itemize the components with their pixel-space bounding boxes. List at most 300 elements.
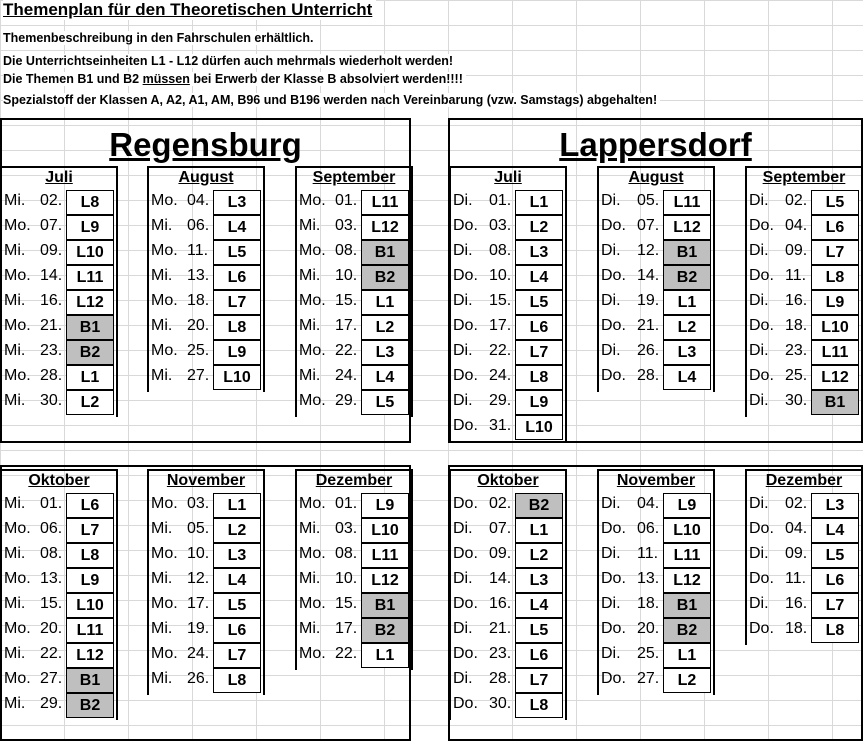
lesson-code: L6 [515,315,563,340]
day-number: 16. [785,292,808,309]
weekday: Mi. [299,520,321,537]
day-number: 26. [187,670,210,687]
lesson-code: L8 [213,315,261,340]
lesson-code: L5 [515,290,563,315]
lesson-code: L10 [213,365,261,390]
day-number: 23. [489,645,512,662]
weekday: Mi. [4,292,26,309]
weekday: Do. [453,595,478,612]
schedule-row [597,340,715,365]
month-block [295,166,413,415]
schedule-row [597,568,715,593]
weekday: Mo. [151,192,178,209]
month-name: November [166,472,246,489]
lesson-code: B1 [663,240,711,265]
day-number: 16. [489,595,512,612]
schedule-row [295,265,413,290]
schedule-row [147,543,265,568]
lesson-code: L2 [515,215,563,240]
day-number: 29. [489,392,512,409]
lesson-code: L9 [361,493,409,518]
weekday: Di. [601,342,621,359]
lesson-code: L7 [515,340,563,365]
schedule-row [295,493,413,518]
schedule-row [147,190,265,215]
schedule-row [0,390,118,415]
lesson-code: L9 [213,340,261,365]
schedule-row [449,390,567,415]
day-number: 17. [187,595,210,612]
weekday: Di. [453,192,473,209]
month-name: Juli [494,169,522,186]
note-special: Spezialstoff der Klassen A, A2, A1, AM, B96 und B196 werden nach Vereinbarung (vzw. Samstags) abgehalten! [3,93,660,107]
schedule-row [0,518,118,543]
lesson-code: L3 [663,340,711,365]
schedule-row [597,190,715,215]
weekday: Mo. [151,342,178,359]
schedule-row [449,643,567,668]
weekday: Mi. [299,620,321,637]
schedule-row [147,643,265,668]
day-number: 06. [187,217,210,234]
lesson-code: B1 [361,240,409,265]
weekday: Do. [601,367,626,384]
schedule-row [295,518,413,543]
schedule-row [0,365,118,390]
weekday: Di. [601,595,621,612]
lesson-code: L8 [213,668,261,693]
lesson-code: L7 [213,290,261,315]
lesson-code: L1 [361,290,409,315]
day-number: 30. [489,695,512,712]
weekday: Mi. [151,267,173,284]
schedule-row [597,240,715,265]
weekday: Mo. [299,192,326,209]
schedule-row [0,315,118,340]
day-number: 17. [489,317,512,334]
lesson-code: B2 [66,340,114,365]
schedule-row [597,290,715,315]
day-number: 06. [40,520,63,537]
weekday: Mi. [151,317,173,334]
day-number: 10. [187,545,210,562]
day-number: 27. [637,670,660,687]
day-number: 24. [489,367,512,384]
schedule-row [745,240,863,265]
day-number: 25. [187,342,210,359]
schedule-row [449,568,567,593]
day-number: 03. [489,217,512,234]
day-number: 29. [40,695,63,712]
weekday: Mi. [299,217,321,234]
schedule-row [147,240,265,265]
day-number: 02. [40,192,63,209]
weekday: Mi. [299,317,321,334]
lesson-code: L9 [66,568,114,593]
weekday: Mo. [299,392,326,409]
weekday: Do. [749,217,774,234]
lesson-code: L9 [66,215,114,240]
day-number: 18. [187,292,210,309]
lesson-code: L7 [811,593,859,618]
month-block [745,166,863,415]
lesson-code: L3 [213,543,261,568]
schedule-row [449,265,567,290]
day-number: 23. [40,342,63,359]
lesson-code: B2 [515,493,563,518]
month-block [147,469,265,693]
schedule-row [147,668,265,693]
location-title: Regensburg [109,126,302,163]
lesson-code: L4 [515,265,563,290]
month-block [745,469,863,643]
weekday: Do. [453,217,478,234]
day-number: 12. [187,570,210,587]
schedule-row [0,190,118,215]
schedule-row [295,290,413,315]
lesson-code: L7 [66,518,114,543]
schedule-row [295,643,413,668]
schedule-row [449,693,567,718]
weekday: Di. [601,545,621,562]
lesson-code: L2 [515,543,563,568]
weekday: Mo. [4,570,31,587]
month-name: Oktober [477,472,539,489]
schedule-row [147,493,265,518]
schedule-row [449,493,567,518]
weekday: Do. [601,670,626,687]
lesson-code: L5 [213,240,261,265]
weekday: Mo. [299,242,326,259]
schedule-row [745,215,863,240]
weekday: Mo. [151,595,178,612]
month-block [295,469,413,668]
weekday: Mi. [299,570,321,587]
weekday: Do. [601,317,626,334]
day-number: 02. [785,192,808,209]
schedule-row [147,265,265,290]
day-number: 11. [187,242,209,259]
weekday: Mo. [299,545,326,562]
weekday: Mo. [151,545,178,562]
day-number: 16. [40,292,63,309]
month-name: September [312,169,396,186]
schedule-row [745,365,863,390]
day-number: 18. [785,317,808,334]
lesson-code: L3 [361,340,409,365]
weekday: Do. [601,520,626,537]
weekday: Do. [453,645,478,662]
day-number: 08. [489,242,512,259]
schedule-row [745,618,863,643]
day-number: 30. [40,392,63,409]
day-number: 02. [785,495,808,512]
month-block [0,469,118,718]
schedule-row [745,290,863,315]
day-number: 18. [785,620,808,637]
schedule-row [597,543,715,568]
weekday: Mi. [151,620,173,637]
schedule-row [147,593,265,618]
weekday: Mo. [299,595,326,612]
weekday: Di. [601,495,621,512]
lesson-code: B2 [663,618,711,643]
weekday: Mi. [299,367,321,384]
lesson-code: L2 [663,668,711,693]
weekday: Di. [601,292,621,309]
day-number: 20. [40,620,63,637]
schedule-row [449,240,567,265]
lesson-code: L12 [663,215,711,240]
day-number: 13. [187,267,210,284]
lesson-code: L11 [361,190,409,215]
day-number: 07. [40,217,63,234]
day-number: 04. [637,495,660,512]
weekday: Mo. [4,620,31,637]
day-number: 28. [40,367,63,384]
lesson-code: B1 [66,668,114,693]
schedule-row [745,265,863,290]
day-number: 20. [187,317,210,334]
schedule-row [597,593,715,618]
day-number: 22. [335,645,358,662]
lesson-code: L4 [515,593,563,618]
schedule-row [597,265,715,290]
weekday: Di. [749,595,769,612]
schedule-row [0,643,118,668]
day-number: 22. [40,645,63,662]
lesson-code: L12 [811,365,859,390]
day-number: 21. [489,620,512,637]
weekday: Di. [453,520,473,537]
day-number: 01. [335,495,358,512]
schedule-row [745,543,863,568]
day-number: 28. [637,367,660,384]
lesson-code: L5 [515,618,563,643]
weekday: Mo. [151,495,178,512]
lesson-code: B2 [663,265,711,290]
schedule-row [295,618,413,643]
lesson-code: L11 [361,543,409,568]
lesson-code: L7 [811,240,859,265]
schedule-row [449,415,567,440]
weekday: Mo. [299,292,326,309]
day-number: 14. [489,570,512,587]
lesson-code: L11 [66,265,114,290]
lesson-code: B2 [361,618,409,643]
schedule-row [745,340,863,365]
lesson-code: L3 [213,190,261,215]
day-number: 03. [335,217,358,234]
weekday: Do. [453,317,478,334]
weekday: Di. [749,392,769,409]
month-name: Oktober [28,472,90,489]
note-repeat: Die Unterrichtseinheiten L1 - L12 dürfen auch mehrmals wiederholt werden! [3,54,456,68]
weekday: Di. [453,242,473,259]
day-number: 23. [785,342,808,359]
schedule-row [295,543,413,568]
lesson-code: L1 [66,365,114,390]
weekday: Mo. [4,670,31,687]
schedule-row [295,568,413,593]
lesson-code: L10 [66,593,114,618]
day-number: 07. [637,217,660,234]
schedule-row [0,215,118,240]
weekday: Di. [749,495,769,512]
schedule-row [295,240,413,265]
day-number: 13. [637,570,660,587]
day-number: 18. [637,595,660,612]
day-number: 15. [40,595,63,612]
schedule-row [0,618,118,643]
lesson-code: L4 [213,215,261,240]
month-block [147,166,265,390]
schedule-row [449,290,567,315]
weekday: Di. [601,192,621,209]
day-number: 29. [335,392,358,409]
weekday: Mo. [4,367,31,384]
month-block [449,469,567,718]
weekday: Mo. [4,520,31,537]
weekday: Do. [453,417,478,434]
weekday: Do. [749,367,774,384]
weekday: Mi. [4,645,26,662]
weekday: Mi. [4,695,26,712]
day-number: 08. [40,545,63,562]
month-name: September [762,169,846,186]
lesson-code: L12 [361,215,409,240]
weekday: Do. [601,267,626,284]
day-number: 09. [489,545,512,562]
weekday: Mo. [151,645,178,662]
day-number: 10. [489,267,512,284]
lesson-code: L6 [66,493,114,518]
lesson-code: L2 [66,390,114,415]
page-title: Themenplan für den Theoretischen Unterricht [3,0,376,20]
lesson-code: B1 [811,390,859,415]
location-title: Lappersdorf [559,126,752,163]
day-number: 02. [489,495,512,512]
day-number: 11. [785,267,807,284]
lesson-code: L1 [213,493,261,518]
day-number: 10. [335,267,358,284]
lesson-code: L8 [515,693,563,718]
day-number: 04. [785,520,808,537]
month-block [449,166,567,440]
lesson-code: L10 [515,415,563,440]
day-number: 17. [335,620,358,637]
weekday: Do. [749,570,774,587]
lesson-code: L6 [811,568,859,593]
schedule-row [0,240,118,265]
month-name: November [616,472,696,489]
lesson-code: L10 [811,315,859,340]
schedule-row [295,365,413,390]
day-number: 22. [335,342,358,359]
lesson-code: L3 [515,240,563,265]
lesson-code: L11 [811,340,859,365]
lesson-code: L5 [361,390,409,415]
weekday: Di. [453,670,473,687]
weekday: Mo. [299,495,326,512]
day-number: 14. [637,267,660,284]
day-number: 19. [187,620,210,637]
schedule-row [295,593,413,618]
weekday: Mo. [299,645,326,662]
day-number: 13. [40,570,63,587]
schedule-row [0,493,118,518]
lesson-code: L1 [361,643,409,668]
schedule-row [597,668,715,693]
day-number: 15. [335,595,358,612]
weekday: Mi. [4,545,26,562]
schedule-row [449,215,567,240]
day-number: 12. [637,242,660,259]
schedule-row [0,593,118,618]
schedule-row [745,315,863,340]
schedule-row [449,618,567,643]
lesson-code: L9 [811,290,859,315]
day-number: 24. [187,645,210,662]
schedule-row [597,215,715,240]
lesson-code: L12 [663,568,711,593]
day-number: 14. [40,267,63,284]
weekday: Di. [453,620,473,637]
lesson-code: L1 [663,290,711,315]
day-number: 09. [785,545,808,562]
lesson-code: B1 [361,593,409,618]
schedule-row [745,568,863,593]
lesson-code: L7 [213,643,261,668]
lesson-code: L2 [213,518,261,543]
weekday: Di. [749,242,769,259]
lesson-code: L4 [811,518,859,543]
schedule-row [0,693,118,718]
schedule-row [295,215,413,240]
day-number: 25. [785,367,808,384]
day-number: 16. [785,595,808,612]
schedule-row [295,190,413,215]
day-number: 17. [335,317,358,334]
schedule-row [147,618,265,643]
day-number: 27. [40,670,63,687]
schedule-row [449,668,567,693]
schedule-row [745,190,863,215]
lesson-code: L3 [811,493,859,518]
lesson-code: L11 [66,618,114,643]
weekday: Mi. [4,192,26,209]
weekday: Do. [453,267,478,284]
day-number: 03. [187,495,210,512]
weekday: Mo. [4,267,31,284]
day-number: 11. [637,545,659,562]
weekday: Mi. [4,392,26,409]
schedule-row [0,543,118,568]
lesson-code: L9 [515,390,563,415]
weekday: Mi. [4,242,26,259]
day-number: 21. [637,317,660,334]
schedule-row [449,543,567,568]
day-number: 04. [785,217,808,234]
schedule-row [745,493,863,518]
day-number: 01. [40,495,63,512]
weekday: Mi. [151,570,173,587]
lesson-code: L12 [66,643,114,668]
schedule-row [147,290,265,315]
weekday: Mi. [151,670,173,687]
lesson-code: B2 [66,693,114,718]
lesson-code: L8 [811,265,859,290]
